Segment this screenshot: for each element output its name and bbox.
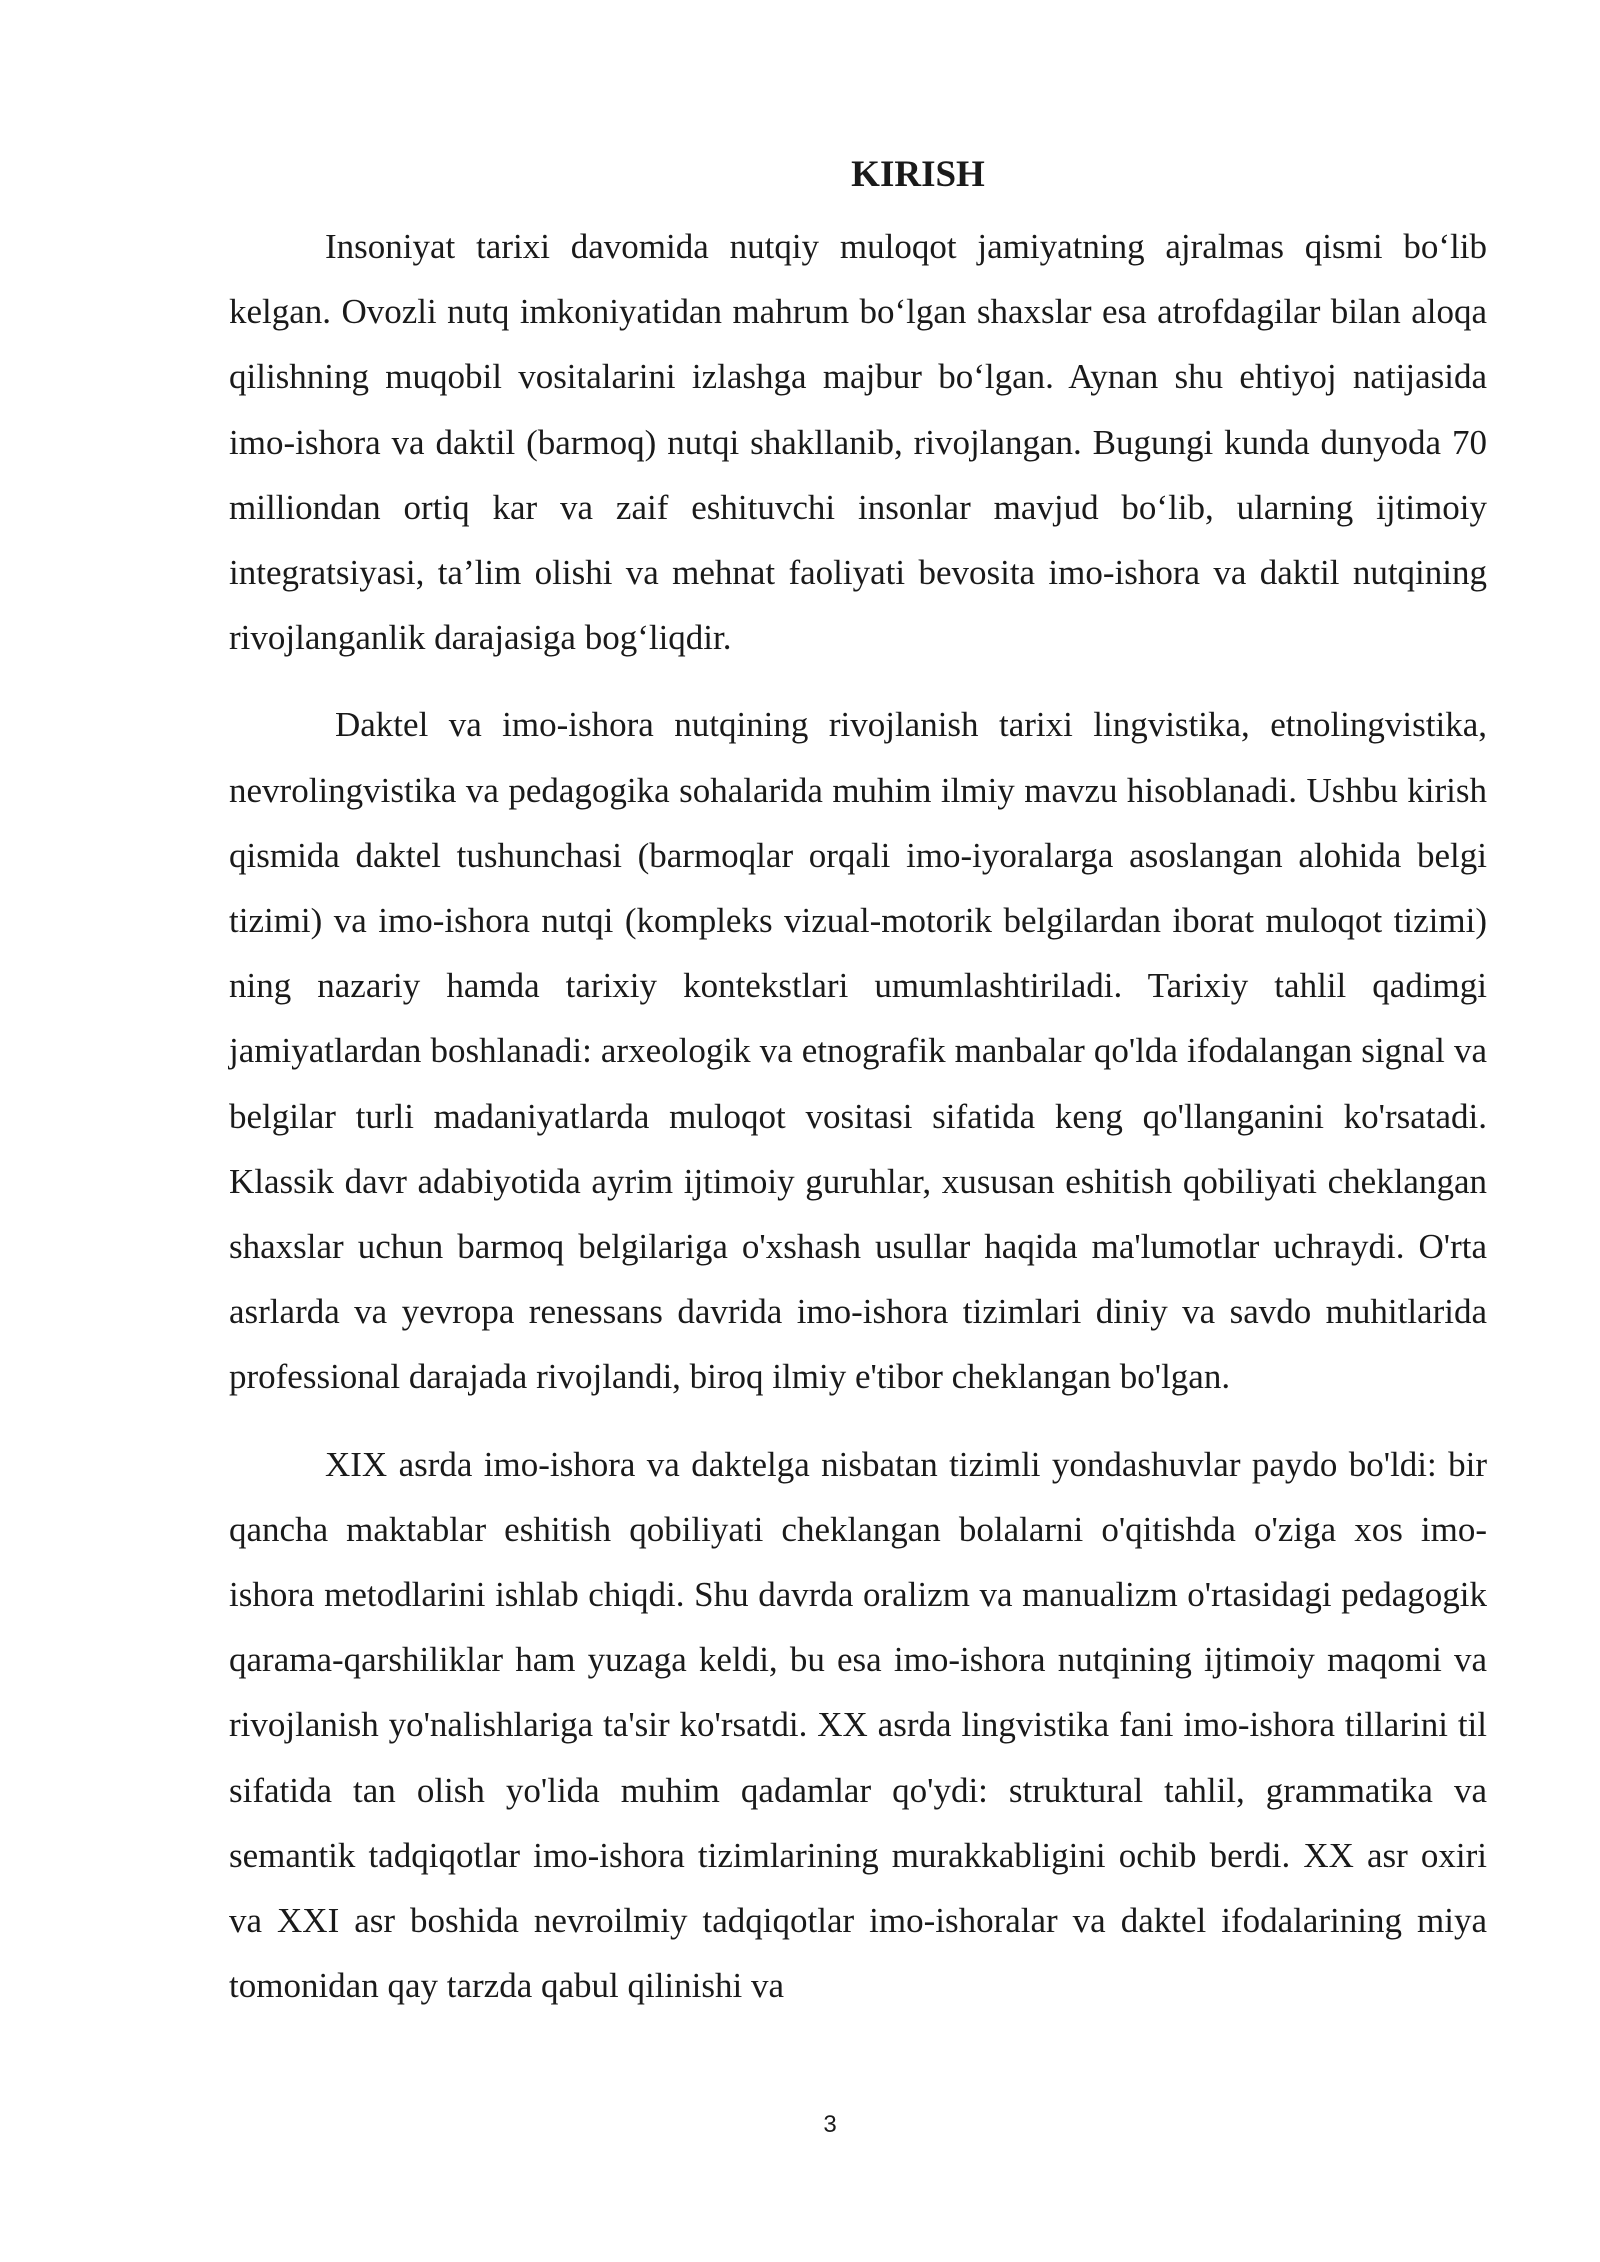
paragraph-1: Insoniyat tarixi davomida nutqiy muloqot jamiyatning ajralmas qismi bo‘lib kelgan. Ovozli nutq imkoniyatidan mahrum bo‘lgan shaxslar esa atrofdagilar bilan aloqa qilishning muqobil vositalarini izlashga majbur bo‘lgan. Aynan shu ehtiyoj natijasida imo-ishora va daktil (barmoq) nutqi shakllanib, rivojlangan. Bugungi kunda dunyoda 70 milliondan ortiq kar va zaif eshituvchi insonlar mavjud bo‘lib, ularning ijtimoiy integratsiyasi, ta’lim olishi va mehnat faoliyati bevosita imo-ishora va daktil nutqining rivojlanganlik darajasiga bog‘liqdir. [229,227,1487,658]
page-number: 3 [823,2111,837,2138]
paragraph-2: Daktel va imo-ishora nutqining rivojlanish tarixi lingvistika, etnolingvistika, nevrolingvistika va pedagogika sohalarida muhim ilmiy mavzu hisoblanadi. Ushbu kirish qismida daktel tushunchasi (barmoqlar orqali imo-iyoralarga asoslangan alohida belgi tizimi) va imo-ishora nutqi (kompleks vizual-motorik belgilardan iborat muloqot tizimi) ning nazariy hamda tarixiy kontekstlari umumlashtiriladi. Tarixiy tahlil qadimgi jamiyatlardan boshlanadi: arxeologik va etnografik manbalar qo'lda ifodalangan signal va belgilar turli madaniyatlarda muloqot vositasi sifatida keng qo'llanganini ko'rsatadi. Klassik davr adabiyotida ayrim ijtimoiy guruhlar, xususan eshitish qobiliyati cheklangan shaxslar uchun barmoq belgilariga o'xshash usullar haqida ma'lumotlar uchraydi. O'rta asrlarda va yevropa renessans davrida imo-ishora tizimlari diniy va savdo muhitlarida professional darajada rivojlandi, biroq ilmiy e'tibor cheklangan bo'lgan. [229,705,1487,1397]
page-content [229,150,1487,2040]
section-title: KIRISH [851,154,985,195]
paragraph-3: XIX asrda imo-ishora va daktelga nisbatan tizimli yondashuvlar paydo bo'ldi: bir qancha maktablar eshitish qobiliyati cheklangan bolalarni o'qitishda o'ziga xos imo-ishora metodlarini ishlab chiqdi. Shu davrda oralizm va manualizm o'rtasidagi pedagogik qarama-qarshiliklar ham yuzaga keldi, bu esa imo-ishora nutqining ijtimoiy maqomi va rivojlanish yo'nalishlariga ta'sir ko'rsatdi. XX asrda lingvistika fani imo-ishora tillarini til sifatida tan olish yo'lida muhim qadamlar qo'ydi: struktural tahlil, grammatika va semantik tadqiqotlar imo-ishora tizimlarining murakkabligini ochib berdi. XX asr oxiri va XXI asr boshida nevroilmiy tadqiqotlar imo-ishoralar va daktel ifodalarining miya tomonidan qay tarzda qabul qilinishi va [229,1444,1487,2006]
